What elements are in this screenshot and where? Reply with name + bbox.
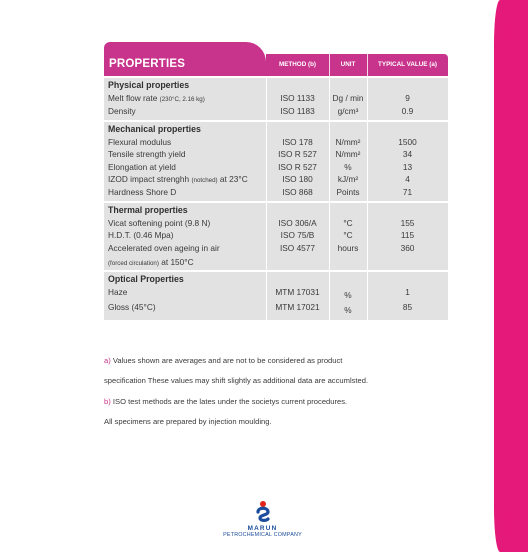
value-cell: 13 [402, 161, 413, 172]
section-mechanical [104, 122, 448, 201]
header-typical-value: TYPICAL VALUE (a) [378, 61, 437, 68]
footnote-b: b) ISO test methods are the lates under the societys current procedures. [104, 396, 348, 406]
section-title: Optical Properties [108, 274, 184, 284]
table-row [104, 254, 448, 270]
unit-cell: hours [337, 242, 359, 253]
footnote-c: All specimens are prepared by injection moulding. [104, 416, 272, 426]
unit-cell: N/mm² [335, 136, 361, 147]
table-row [104, 148, 448, 161]
table-header [104, 42, 448, 76]
header-title: PROPERTIES [109, 58, 186, 70]
section-optical [104, 272, 448, 320]
table-row [104, 186, 448, 201]
value-cell: 360 [400, 242, 415, 253]
method-cell: ISO 180 [282, 174, 313, 184]
value-cell: 115 [400, 230, 415, 240]
method-cell: ISO 306/A [278, 217, 317, 228]
method-cell: ISO 75/B [280, 230, 315, 240]
table-row [104, 242, 448, 255]
unit-cell: N/mm² [335, 149, 361, 159]
value-cell: 155 [400, 217, 415, 228]
unit-cell: °C [343, 230, 353, 240]
property-name: Tensile strength yield [108, 149, 186, 159]
unit-cell: kJ/m² [337, 174, 359, 184]
side-decoration-bar [500, 0, 528, 552]
property-name: (forced circulation) at 150°C [108, 257, 194, 267]
table-row [104, 92, 448, 105]
method-cell: ISO 4577 [279, 242, 316, 253]
footnotes [104, 354, 504, 435]
method-cell: ISO 1183 [280, 105, 315, 116]
footnote-marker: b) [104, 396, 111, 406]
table-row [104, 105, 448, 120]
unit-cell: Dg / min [332, 93, 364, 103]
unit-cell: % [344, 305, 352, 315]
value-cell: 71 [402, 186, 413, 197]
footnote-a-line2: specification These values may shift slightly as additional data are accumlsted. [104, 376, 369, 386]
property-name: Elongation at yield [108, 161, 176, 172]
table-row [104, 301, 448, 316]
value-cell: 85 [402, 302, 413, 312]
property-name: H.D.T. (0.46 Mpa) [108, 230, 174, 240]
method-cell: MTM 17021 [275, 302, 320, 312]
property-name: Density [108, 105, 136, 116]
table-row [104, 173, 448, 186]
table-row [104, 229, 448, 242]
footnote-marker: a) [104, 356, 111, 365]
value-cell: 1500 [398, 136, 417, 147]
company-name: MARUN [247, 525, 278, 532]
unit-cell: % [344, 290, 352, 300]
value-cell: 4 [405, 174, 410, 184]
unit-cell: °C [343, 217, 353, 228]
value-cell: 0.9 [401, 105, 414, 116]
table-row [104, 286, 448, 301]
section-thermal [104, 203, 448, 271]
method-cell: ISO R 527 [278, 149, 317, 159]
property-name: Hardness Shore D [108, 186, 177, 197]
method-cell: ISO R 527 [278, 161, 317, 172]
header-method: METHOD (b) [278, 61, 317, 68]
property-name: Melt flow rate (230°C, 2.16 kg) [108, 93, 205, 103]
unit-cell: % [344, 161, 352, 172]
footnote-a-line1: a) Values shown are averages and are not to be considered as product [104, 356, 343, 365]
method-cell: ISO 1133 [280, 93, 315, 103]
section-physical [104, 78, 448, 120]
value-cell: 34 [402, 149, 413, 159]
properties-table [104, 42, 448, 320]
company-logo [210, 500, 315, 538]
table-row [104, 217, 448, 230]
method-cell: ISO 868 [282, 186, 313, 197]
property-name: Vicat softening point (9.8 N) [108, 217, 211, 228]
property-name: Accelerated oven ageing in air [108, 242, 220, 253]
company-subtitle: PETROCHEMICAL COMPANY [223, 532, 302, 538]
method-cell: ISO 178 [282, 136, 313, 147]
section-title: Mechanical properties [108, 123, 201, 134]
section-title: Physical properties [108, 80, 190, 90]
unit-cell: Points [336, 186, 360, 197]
table-row [104, 136, 448, 149]
unit-cell: g/cm³ [337, 105, 359, 116]
section-title: Thermal properties [108, 204, 188, 215]
value-cell: 1 [405, 287, 410, 297]
property-name: Flexural modulus [108, 136, 172, 147]
marun-logo-icon [254, 500, 272, 524]
property-name: IZOD impact strenghh (notched) at 23°C [108, 174, 248, 184]
header-title-tab [104, 42, 266, 76]
property-name: Gloss (45°C) [108, 302, 156, 312]
property-name: Haze [108, 287, 128, 297]
header-unit: UNIT [340, 61, 356, 68]
value-cell: 9 [405, 93, 410, 103]
table-row [104, 161, 448, 174]
method-cell: MTM 17031 [275, 287, 320, 297]
